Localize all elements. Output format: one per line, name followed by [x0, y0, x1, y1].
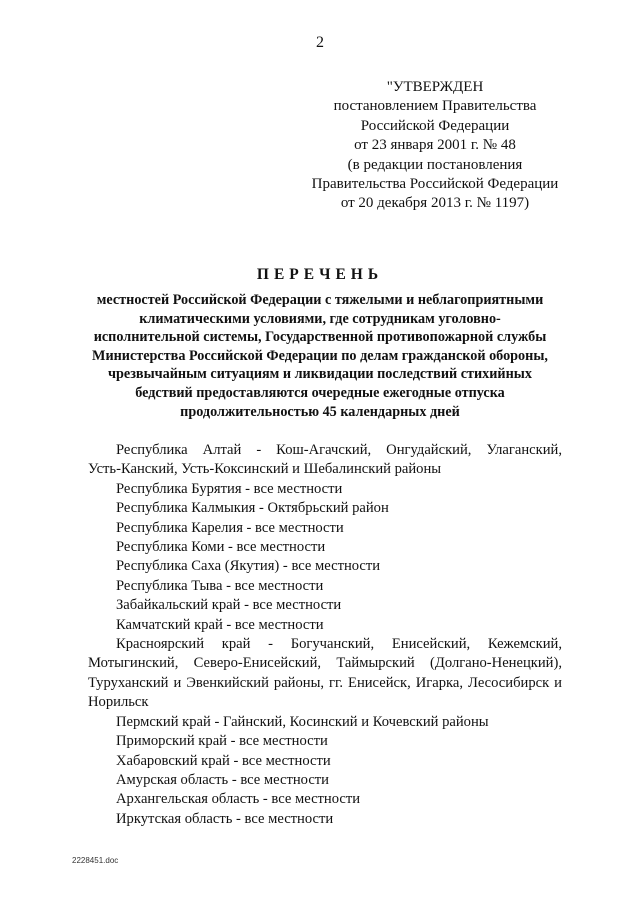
list-item-line: Туруханский и Эвенкийский районы, гг. Енисейск, Игарка, Лесосибирск и	[88, 674, 562, 691]
list-item-line: Усть-Канский, Усть-Коксинский и Шебалинский районы	[88, 461, 442, 478]
list-item-line: Архангельская область - все местности	[116, 791, 361, 808]
subtitle-line: исполнительной системы, Государственной противопожарной службы	[93, 329, 547, 346]
list-item	[88, 577, 562, 596]
list-item	[88, 596, 562, 615]
list-item-line: Республика Тыва - все местности	[116, 577, 324, 594]
list-item	[88, 635, 562, 713]
list-item	[88, 519, 562, 538]
document-title: ПЕРЕЧЕНЬ	[256, 266, 384, 283]
approval-line: Российской Федерации	[360, 117, 510, 134]
subtitle-line: Министерства Российской Федерации по делам гражданской обороны,	[92, 347, 548, 364]
list-item-line: Республика Карелия - все местности	[116, 519, 344, 536]
approval-line: "УТВЕРЖДЕН	[386, 79, 484, 95]
list-item-line: Забайкальский край - все местности	[116, 597, 342, 614]
list-item	[88, 771, 562, 790]
page-number: 2	[316, 34, 324, 51]
subtitle-line: бедствий предоставляются очередные ежегодные отпуска	[135, 384, 505, 401]
list-item-line: Красноярский край - Богучанский, Енисейский, Кежемский,	[116, 636, 562, 653]
subtitle-line: местностей Российской Федерации с тяжелыми и неблагоприятными	[96, 292, 544, 308]
list-item-line: Амурская область - все местности	[116, 771, 329, 788]
subtitle-line: чрезвычайным ситуациям и ликвидации последствий стихийных	[108, 366, 532, 383]
approval-line: от 20 декабря 2013 г. № 1197)	[340, 195, 530, 212]
list-item-line: Камчатский край - все местности	[116, 616, 324, 633]
list-item	[88, 557, 562, 576]
locality-list	[88, 441, 562, 829]
list-item-line: Республика Бурятия - все местности	[116, 480, 343, 497]
list-item	[88, 480, 562, 499]
list-item	[88, 713, 562, 732]
list-item-line: Иркутская область - все местности	[116, 810, 334, 827]
list-item-line: Приморский край - все местности	[116, 733, 328, 750]
list-item	[88, 752, 562, 771]
approval-line: постановлением Правительства	[333, 98, 537, 115]
list-item-line: Хабаровский край - все местности	[116, 752, 331, 769]
file-name-footer: 2228451.doc	[72, 856, 119, 865]
approval-line: от 23 января 2001 г. № 48	[354, 137, 516, 154]
list-item	[88, 538, 562, 557]
list-item	[88, 810, 562, 829]
list-item-line: Республика Саха (Якутия) - все местности	[116, 558, 381, 575]
approval-stamp	[300, 78, 570, 214]
approval-line: Правительства Российской Федерации	[311, 176, 559, 193]
list-item	[88, 441, 562, 480]
list-item-line: Республика Коми - все местности	[116, 539, 326, 556]
list-item	[88, 499, 562, 518]
list-item	[88, 732, 562, 751]
subtitle-line: климатическими условиями, где сотрудникам уголовно-	[139, 310, 501, 327]
subtitle-line: продолжительностью 45 календарных дней	[180, 403, 460, 420]
list-item-line: Пермский край - Гайнский, Косинский и Кочевский районы	[116, 713, 489, 730]
list-item-line: Мотыгинский, Северо-Енисейский, Таймырский (Долгано-Ненецкий),	[88, 655, 562, 672]
list-item-line: Республика Алтай - Кош-Агачский, Онгудайский, Улаганский,	[116, 442, 562, 458]
list-item	[88, 616, 562, 635]
list-item-line: Норильск	[88, 694, 149, 711]
document-subtitle	[72, 291, 568, 421]
approval-line: (в редакции постановления	[347, 156, 523, 173]
list-item-line: Республика Калмыкия - Октябрьский район	[116, 500, 389, 517]
list-item	[88, 790, 562, 809]
